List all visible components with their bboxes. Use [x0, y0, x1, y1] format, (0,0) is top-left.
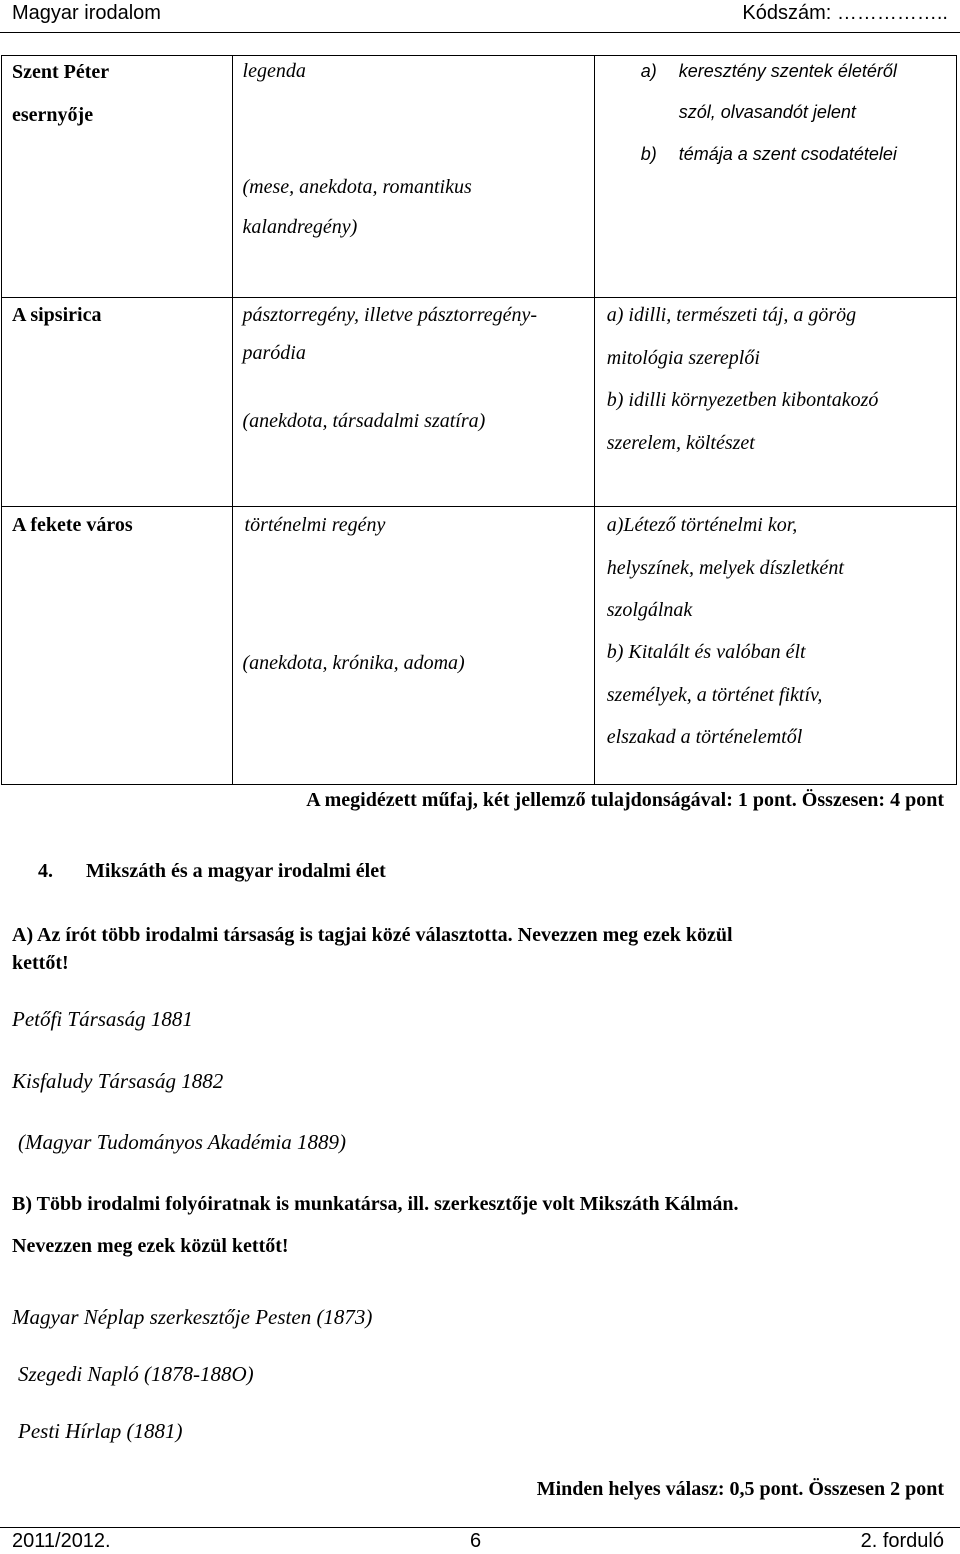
page-header: [0, 0, 960, 33]
trait-text: szolgálnak: [606, 599, 693, 621]
traits-cell: [594, 507, 956, 785]
table-row: [2, 298, 957, 507]
trait-text: a) idilli, természeti táj, a görög: [606, 304, 857, 326]
work-title-cell: [2, 56, 233, 298]
genre-text: pásztorregény, illetve pásztorregény-: [242, 304, 538, 326]
footer-year: 2011/2012.: [12, 1530, 111, 1552]
answer-item: (Magyar Tudományos Akadémia 1889): [18, 1130, 346, 1154]
trait-text: elszakad a történelemtől: [606, 726, 803, 748]
genre-subtext: kalandregény): [242, 216, 358, 238]
section-title: Mikszáth és a magyar irodalmi élet: [86, 860, 386, 882]
question-b-cont: Nevezzen meg ezek közül kettőt!: [12, 1235, 289, 1257]
question-a-cont: kettőt!: [12, 952, 69, 974]
trait-text: keresztény szentek életéről: [678, 61, 897, 81]
answer-item: Szegedi Napló (1878-188O): [18, 1362, 254, 1386]
genre-text: történelmi regény: [244, 514, 386, 536]
work-title-cell: [2, 507, 233, 785]
score-line: Minden helyes válasz: 0,5 pont. Összesen 2 pont: [536, 1478, 944, 1500]
work-title: A sipsirica: [12, 304, 102, 326]
works-table: [1, 55, 957, 785]
question-a: A) Az írót több irodalmi társaság is tagjai közé választotta. Nevezzen meg ezek közül: [12, 924, 733, 946]
header-code: Kódszám: ……………..: [742, 2, 948, 24]
table-row: [2, 507, 957, 785]
question-b: B) Több irodalmi folyóiratnak is munkatársa, ill. szerkesztője volt Mikszáth Kálmán.: [12, 1193, 739, 1215]
section-number: 4.: [38, 860, 53, 882]
trait-text: szerelem, költészet: [606, 432, 755, 454]
trait-marker: b): [640, 144, 657, 164]
trait-text: a)Létező történelmi kor,: [606, 514, 798, 536]
trait-text: helyszínek, melyek díszletként: [606, 557, 844, 579]
trait-text: b) idilli környezetben kibontakozó: [606, 389, 879, 411]
answer-item: Kisfaludy Társaság 1882: [12, 1069, 224, 1093]
table-row: [2, 56, 957, 298]
answer-item: Petőfi Társaság 1881: [12, 1007, 193, 1031]
genre-text: legenda: [242, 60, 306, 82]
trait-text: mitológia szereplői: [606, 347, 760, 369]
score-line: A megidézett műfaj, két jellemző tulajdonságával: 1 pont. Összesen: 4 pont: [306, 789, 944, 811]
work-title: esernyője: [12, 104, 94, 126]
genre-cell: [232, 298, 594, 507]
trait-text: témája a szent csodatételei: [678, 144, 897, 164]
header-subject: Magyar irodalom: [12, 2, 161, 24]
genre-text: paródia: [242, 342, 306, 364]
work-title: Szent Péter: [12, 61, 110, 83]
trait-text: b) Kitalált és valóban élt: [606, 641, 806, 663]
footer-round: 2. forduló: [860, 1530, 944, 1552]
page-footer: [0, 1527, 960, 1554]
genre-subtext: (anekdota, krónika, adoma): [242, 652, 465, 674]
answer-item: Magyar Néplap szerkesztője Pesten (1873): [12, 1305, 373, 1329]
page-number: 6: [470, 1530, 482, 1552]
traits-cell: [594, 56, 956, 298]
genre-cell: [232, 507, 594, 785]
work-title-cell: [2, 298, 233, 507]
trait-marker: a): [640, 61, 657, 81]
genre-subtext: (anekdota, társadalmi szatíra): [242, 410, 486, 432]
trait-text: szól, olvasandót jelent: [678, 102, 856, 122]
work-title: A fekete város: [12, 514, 133, 536]
genre-cell: [232, 56, 594, 298]
traits-cell: [594, 298, 956, 507]
genre-subtext: (mese, anekdota, romantikus: [242, 176, 472, 198]
trait-text: személyek, a történet fiktív,: [606, 684, 823, 706]
answer-item: Pesti Hírlap (1881): [18, 1419, 183, 1443]
